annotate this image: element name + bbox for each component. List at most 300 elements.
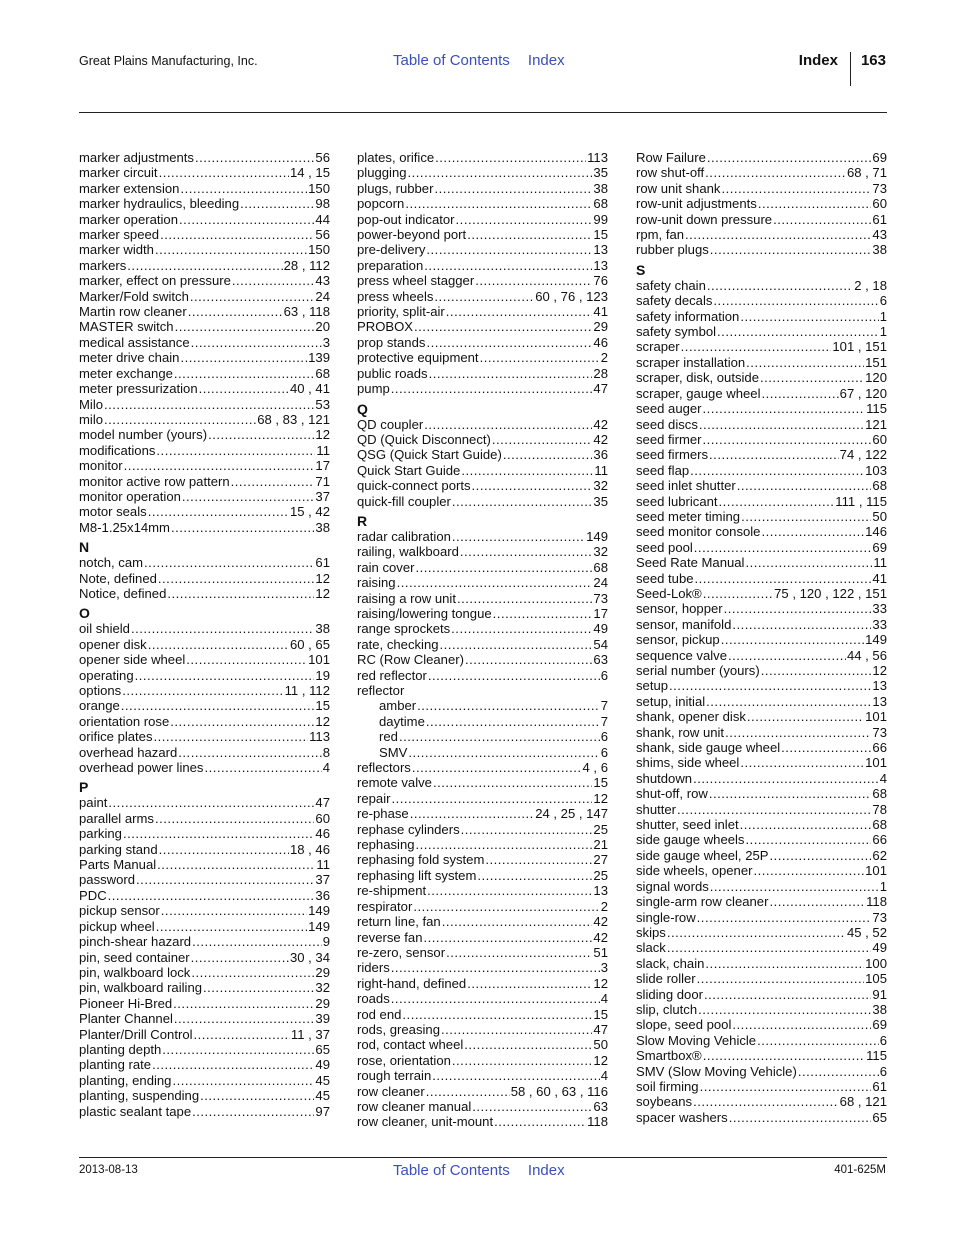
index-entry[interactable] bbox=[79, 996, 330, 1011]
entry-pages[interactable]: 53 bbox=[315, 396, 330, 412]
index-entry[interactable] bbox=[636, 1110, 887, 1125]
index-entry[interactable] bbox=[79, 504, 330, 519]
index-entry[interactable] bbox=[357, 150, 608, 165]
entry-pages[interactable]: 61 bbox=[872, 1078, 887, 1094]
index-entry[interactable] bbox=[357, 991, 608, 1006]
entry-pages[interactable]: 29 bbox=[315, 964, 330, 980]
index-entry[interactable] bbox=[79, 745, 330, 760]
index-entry[interactable] bbox=[79, 1011, 330, 1026]
index-entry[interactable] bbox=[357, 432, 608, 447]
index-entry[interactable] bbox=[636, 1017, 887, 1032]
entry-pages[interactable]: 32 bbox=[593, 544, 608, 560]
index-entry[interactable] bbox=[357, 760, 608, 775]
index-entry[interactable] bbox=[636, 1094, 887, 1109]
index-entry[interactable] bbox=[636, 709, 887, 724]
entry-pages[interactable]: 62 bbox=[872, 847, 887, 863]
entry-pages[interactable]: 8 bbox=[322, 744, 330, 760]
entry-pages[interactable]: 19 bbox=[315, 667, 330, 683]
index-entry[interactable] bbox=[79, 304, 330, 319]
entry-pages[interactable]: 149 bbox=[308, 903, 330, 919]
entry-pages[interactable]: 12 bbox=[593, 975, 608, 991]
entry-pages[interactable]: 28 , 112 bbox=[283, 257, 330, 273]
index-entry[interactable] bbox=[636, 309, 887, 324]
entry-pages[interactable]: 120 bbox=[865, 370, 887, 386]
index-entry[interactable] bbox=[636, 509, 887, 524]
entry-pages[interactable]: 115 bbox=[866, 401, 887, 417]
index-entry[interactable] bbox=[636, 494, 887, 509]
index-entry[interactable] bbox=[636, 278, 887, 293]
index-entry[interactable] bbox=[636, 386, 887, 401]
index-entry[interactable] bbox=[357, 637, 608, 652]
entry-pages[interactable]: 13 bbox=[593, 257, 608, 273]
entry-pages[interactable]: 69 bbox=[872, 539, 887, 555]
index-entry[interactable] bbox=[357, 868, 608, 883]
index-entry[interactable] bbox=[636, 863, 887, 878]
index-entry[interactable] bbox=[79, 412, 330, 427]
entry-pages[interactable]: 56 bbox=[315, 150, 330, 165]
entry-pages[interactable]: 47 bbox=[593, 381, 608, 397]
index-entry[interactable] bbox=[636, 1048, 887, 1063]
index-entry[interactable] bbox=[357, 366, 608, 381]
index-entry[interactable] bbox=[79, 397, 330, 412]
index-entry[interactable] bbox=[79, 1042, 330, 1057]
entry-pages[interactable]: 24 bbox=[315, 288, 330, 304]
index-entry[interactable] bbox=[636, 196, 887, 211]
index-entry[interactable] bbox=[79, 489, 330, 504]
index-entry[interactable] bbox=[357, 478, 608, 493]
index-entry[interactable] bbox=[636, 925, 887, 940]
entry-pages[interactable]: 111 , 115 bbox=[835, 493, 887, 509]
index-entry[interactable] bbox=[636, 971, 887, 986]
index-entry[interactable] bbox=[79, 150, 330, 165]
index-entry[interactable] bbox=[357, 544, 608, 559]
index-entry[interactable] bbox=[79, 196, 330, 211]
entry-pages[interactable]: 50 bbox=[593, 1037, 608, 1053]
index-entry[interactable] bbox=[357, 1099, 608, 1114]
entry-pages[interactable]: 14 , 15 bbox=[289, 165, 330, 181]
index-entry[interactable] bbox=[357, 668, 608, 683]
entry-pages[interactable]: 20 bbox=[315, 319, 330, 335]
index-entry[interactable] bbox=[79, 1073, 330, 1088]
entry-pages[interactable]: 49 bbox=[872, 940, 887, 956]
index-entry[interactable] bbox=[79, 668, 330, 683]
entry-pages[interactable]: 35 bbox=[593, 493, 608, 509]
entry-pages[interactable]: 24 , 25 , 147 bbox=[535, 806, 608, 822]
index-entry[interactable] bbox=[636, 879, 887, 894]
entry-pages[interactable]: 2 bbox=[600, 350, 608, 366]
entry-pages[interactable]: 15 , 42 bbox=[289, 504, 330, 520]
index-entry[interactable] bbox=[357, 652, 608, 667]
entry-pages[interactable]: 12 bbox=[872, 663, 887, 678]
entry-pages[interactable]: 43 bbox=[315, 273, 330, 289]
entry-pages[interactable]: 44 bbox=[315, 211, 330, 227]
entry-pages[interactable]: 13 bbox=[593, 883, 608, 899]
index-entry[interactable] bbox=[79, 934, 330, 949]
index-entry[interactable] bbox=[79, 1104, 330, 1119]
entry-pages[interactable]: 69 bbox=[872, 1017, 887, 1033]
index-entry[interactable] bbox=[636, 293, 887, 308]
entry-pages[interactable]: 121 bbox=[865, 416, 887, 432]
index-entry[interactable] bbox=[79, 965, 330, 980]
index-subentry[interactable] bbox=[357, 745, 608, 760]
index-entry[interactable] bbox=[79, 335, 330, 350]
index-entry[interactable] bbox=[79, 586, 330, 601]
index-entry[interactable] bbox=[636, 632, 887, 647]
index-entry[interactable] bbox=[357, 529, 608, 544]
index-entry[interactable] bbox=[357, 621, 608, 636]
index-entry[interactable] bbox=[79, 811, 330, 826]
index-entry[interactable] bbox=[79, 698, 330, 713]
entry-pages[interactable]: 49 bbox=[593, 621, 608, 637]
entry-pages[interactable]: 149 bbox=[865, 632, 887, 648]
index-entry[interactable] bbox=[636, 150, 887, 165]
entry-pages[interactable]: 3 bbox=[322, 334, 330, 350]
entry-pages[interactable]: 47 bbox=[593, 1021, 608, 1037]
index-entry[interactable] bbox=[636, 540, 887, 555]
index-entry[interactable] bbox=[357, 227, 608, 242]
entry-pages[interactable]: 73 bbox=[593, 590, 608, 606]
entry-pages[interactable]: 15 bbox=[593, 1006, 608, 1022]
entry-pages[interactable]: 17 bbox=[315, 458, 330, 474]
index-entry[interactable] bbox=[79, 1027, 330, 1042]
index-entry[interactable] bbox=[636, 227, 887, 242]
entry-pages[interactable]: 4 , 6 bbox=[582, 760, 608, 776]
entry-pages[interactable]: 150 bbox=[308, 242, 330, 258]
entry-pages[interactable]: 78 bbox=[872, 801, 887, 817]
entry-pages[interactable]: 45 bbox=[315, 1088, 330, 1104]
entry-pages[interactable]: 149 bbox=[308, 918, 330, 934]
entry-pages[interactable]: 29 bbox=[315, 995, 330, 1011]
index-entry[interactable] bbox=[636, 463, 887, 478]
entry-pages[interactable]: 99 bbox=[593, 211, 608, 227]
index-link[interactable]: Index bbox=[527, 52, 565, 69]
index-entry[interactable] bbox=[636, 848, 887, 863]
entry-pages[interactable]: 41 bbox=[593, 304, 608, 320]
entry-pages[interactable]: 11 bbox=[873, 555, 887, 571]
entry-pages[interactable]: 27 bbox=[593, 852, 608, 868]
entry-pages[interactable]: 68 bbox=[315, 365, 330, 381]
entry-pages[interactable]: 60 bbox=[872, 431, 887, 447]
index-entry[interactable] bbox=[79, 555, 330, 570]
index-entry[interactable] bbox=[357, 212, 608, 227]
index-entry[interactable] bbox=[636, 339, 887, 354]
entry-pages[interactable]: 37 bbox=[315, 872, 330, 888]
entry-pages[interactable]: 7 bbox=[600, 713, 608, 729]
index-entry[interactable] bbox=[636, 432, 887, 447]
entry-pages[interactable]: 63 bbox=[593, 1098, 608, 1114]
entry-pages[interactable]: 1 bbox=[879, 878, 887, 894]
entry-pages[interactable]: 60 bbox=[315, 810, 330, 826]
index-entry[interactable] bbox=[357, 1084, 608, 1099]
entry-pages[interactable]: 74 , 122 bbox=[839, 447, 887, 463]
entry-pages[interactable]: 60 , 76 , 123 bbox=[535, 288, 608, 304]
entry-pages[interactable]: 39 bbox=[315, 1011, 330, 1027]
index-entry[interactable] bbox=[79, 888, 330, 903]
index-entry[interactable] bbox=[79, 443, 330, 458]
entry-pages[interactable]: 18 , 46 bbox=[289, 841, 330, 857]
entry-pages[interactable]: 45 bbox=[315, 1072, 330, 1088]
index-entry[interactable] bbox=[636, 725, 887, 740]
entry-pages[interactable]: 113 bbox=[309, 729, 330, 745]
entry-pages[interactable]: 49 bbox=[315, 1057, 330, 1073]
index-entry[interactable] bbox=[357, 945, 608, 960]
index-entry[interactable] bbox=[357, 960, 608, 975]
entry-pages[interactable]: 9 bbox=[322, 934, 330, 950]
entry-pages[interactable]: 60 bbox=[872, 196, 887, 212]
entry-pages[interactable]: 61 bbox=[872, 211, 887, 227]
entry-pages[interactable]: 15 bbox=[593, 775, 608, 791]
entry-pages[interactable]: 101 bbox=[865, 709, 887, 725]
index-entry[interactable] bbox=[636, 910, 887, 925]
index-entry[interactable] bbox=[79, 621, 330, 636]
index-entry[interactable] bbox=[636, 181, 887, 196]
index-entry[interactable] bbox=[357, 976, 608, 991]
entry-pages[interactable]: 67 , 120 bbox=[839, 385, 887, 401]
index-entry[interactable] bbox=[357, 775, 608, 790]
index-entry[interactable] bbox=[79, 458, 330, 473]
index-entry[interactable] bbox=[357, 165, 608, 180]
entry-pages[interactable]: 150 bbox=[308, 180, 330, 196]
index-entry[interactable] bbox=[636, 940, 887, 955]
entry-pages[interactable]: 36 bbox=[593, 447, 608, 463]
entry-pages[interactable]: 63 bbox=[593, 652, 608, 668]
entry-pages[interactable]: 36 bbox=[315, 887, 330, 903]
entry-pages[interactable]: 97 bbox=[315, 1103, 330, 1119]
entry-pages[interactable]: 69 bbox=[872, 150, 887, 165]
index-entry[interactable] bbox=[79, 872, 330, 887]
index-entry[interactable] bbox=[79, 242, 330, 257]
entry-pages[interactable]: 100 bbox=[865, 955, 887, 971]
entry-pages[interactable]: 50 bbox=[872, 508, 887, 524]
entry-pages[interactable]: 101 bbox=[308, 652, 330, 668]
entry-pages[interactable]: 73 bbox=[872, 724, 887, 740]
index-entry[interactable] bbox=[636, 832, 887, 847]
entry-pages[interactable]: 76 bbox=[593, 273, 608, 289]
index-entry[interactable] bbox=[79, 903, 330, 918]
index-entry[interactable] bbox=[636, 401, 887, 416]
entry-pages[interactable]: 3 bbox=[600, 960, 608, 976]
index-entry[interactable] bbox=[357, 335, 608, 350]
index-entry[interactable] bbox=[636, 370, 887, 385]
entry-pages[interactable]: 1 bbox=[879, 324, 887, 340]
index-entry[interactable] bbox=[79, 683, 330, 698]
index-entry[interactable] bbox=[79, 571, 330, 586]
entry-pages[interactable]: 45 , 52 bbox=[846, 924, 887, 940]
index-entry[interactable] bbox=[357, 560, 608, 575]
entry-pages[interactable]: 24 bbox=[593, 575, 608, 591]
entry-pages[interactable]: 46 bbox=[315, 826, 330, 842]
index-entry[interactable] bbox=[636, 648, 887, 663]
entry-pages[interactable]: 38 bbox=[593, 180, 608, 196]
index-entry[interactable] bbox=[357, 1037, 608, 1052]
entry-pages[interactable]: 68 bbox=[872, 817, 887, 833]
index-entry[interactable] bbox=[79, 857, 330, 872]
entry-pages[interactable]: 33 bbox=[872, 616, 887, 632]
entry-pages[interactable]: 66 bbox=[872, 740, 887, 756]
index-entry[interactable] bbox=[79, 289, 330, 304]
index-entry[interactable] bbox=[357, 350, 608, 365]
index-link[interactable]: Index bbox=[527, 1162, 565, 1179]
entry-pages[interactable]: 51 bbox=[593, 944, 608, 960]
entry-pages[interactable]: 118 bbox=[866, 894, 887, 910]
entry-pages[interactable]: 25 bbox=[593, 821, 608, 837]
index-entry[interactable] bbox=[79, 842, 330, 857]
index-entry[interactable] bbox=[357, 822, 608, 837]
entry-pages[interactable]: 38 bbox=[872, 242, 887, 258]
entry-pages[interactable]: 75 , 120 , 122 , 151 bbox=[774, 585, 887, 601]
entry-pages[interactable]: 11 bbox=[316, 857, 330, 873]
index-entry[interactable] bbox=[636, 601, 887, 616]
entry-pages[interactable]: 6 bbox=[879, 1032, 887, 1048]
index-entry[interactable] bbox=[79, 950, 330, 965]
index-entry[interactable] bbox=[636, 1064, 887, 1079]
index-entry[interactable] bbox=[636, 447, 887, 462]
index-entry[interactable] bbox=[79, 1088, 330, 1103]
index-entry[interactable] bbox=[636, 817, 887, 832]
index-entry[interactable] bbox=[357, 381, 608, 396]
entry-pages[interactable]: 42 bbox=[593, 929, 608, 945]
index-entry[interactable] bbox=[636, 242, 887, 257]
entry-pages[interactable]: 68 , 71 bbox=[846, 165, 887, 181]
index-entry[interactable] bbox=[79, 258, 330, 273]
index-entry[interactable] bbox=[79, 760, 330, 775]
entry-pages[interactable]: 33 bbox=[872, 601, 887, 617]
index-entry[interactable] bbox=[79, 273, 330, 288]
entry-pages[interactable]: 63 , 118 bbox=[283, 304, 330, 320]
entry-pages[interactable]: 12 bbox=[315, 713, 330, 729]
index-entry[interactable] bbox=[79, 350, 330, 365]
entry-pages[interactable]: 4 bbox=[600, 1068, 608, 1084]
entry-pages[interactable]: 21 bbox=[593, 837, 608, 853]
entry-pages[interactable]: 40 , 41 bbox=[289, 381, 330, 397]
entry-pages[interactable]: 146 bbox=[865, 524, 887, 540]
index-entry[interactable] bbox=[636, 755, 887, 770]
index-entry[interactable] bbox=[79, 980, 330, 995]
index-entry[interactable] bbox=[636, 355, 887, 370]
entry-pages[interactable]: 2 bbox=[600, 898, 608, 914]
index-entry[interactable] bbox=[357, 417, 608, 432]
entry-pages[interactable]: 12 bbox=[593, 1052, 608, 1068]
index-entry[interactable] bbox=[357, 196, 608, 211]
entry-pages[interactable]: 12 bbox=[315, 570, 330, 586]
entry-pages[interactable]: 73 bbox=[872, 909, 887, 925]
index-entry[interactable] bbox=[636, 740, 887, 755]
index-entry[interactable] bbox=[636, 786, 887, 801]
index-entry[interactable] bbox=[636, 165, 887, 180]
entry-pages[interactable]: 56 bbox=[315, 227, 330, 243]
index-entry[interactable] bbox=[357, 1053, 608, 1068]
entry-pages[interactable]: 38 bbox=[315, 621, 330, 637]
index-entry[interactable] bbox=[636, 524, 887, 539]
entry-pages[interactable]: 60 , 65 bbox=[289, 636, 330, 652]
table-of-contents-link[interactable]: Table of Contents bbox=[393, 52, 510, 69]
index-entry[interactable] bbox=[636, 417, 887, 432]
entry-pages[interactable]: 11 bbox=[594, 462, 608, 478]
entry-pages[interactable]: 61 bbox=[315, 555, 330, 571]
index-entry[interactable] bbox=[636, 212, 887, 227]
index-entry[interactable] bbox=[79, 227, 330, 242]
entry-pages[interactable]: 44 , 56 bbox=[846, 647, 887, 663]
entry-pages[interactable]: 38 bbox=[872, 1001, 887, 1017]
entry-pages[interactable]: 13 bbox=[872, 678, 887, 694]
index-entry[interactable] bbox=[357, 447, 608, 462]
entry-pages[interactable]: 15 bbox=[593, 227, 608, 243]
index-entry[interactable] bbox=[357, 1022, 608, 1037]
entry-pages[interactable]: 68 , 121 bbox=[839, 1094, 887, 1110]
index-entry[interactable] bbox=[357, 289, 608, 304]
index-entry[interactable] bbox=[636, 663, 887, 678]
index-entry[interactable] bbox=[79, 366, 330, 381]
index-subentry[interactable] bbox=[357, 698, 608, 713]
entry-pages[interactable]: 35 bbox=[593, 165, 608, 181]
index-entry[interactable] bbox=[357, 1114, 608, 1129]
index-entry[interactable] bbox=[357, 273, 608, 288]
index-entry[interactable] bbox=[79, 637, 330, 652]
entry-pages[interactable]: 101 bbox=[865, 755, 887, 771]
entry-pages[interactable]: 139 bbox=[308, 350, 330, 366]
entry-pages[interactable]: 7 bbox=[600, 698, 608, 714]
index-entry[interactable] bbox=[357, 899, 608, 914]
entry-pages[interactable]: 4 bbox=[322, 760, 330, 776]
entry-pages[interactable]: 151 bbox=[865, 354, 887, 370]
entry-pages[interactable]: 32 bbox=[315, 980, 330, 996]
index-entry[interactable] bbox=[636, 571, 887, 586]
index-entry[interactable] bbox=[357, 1007, 608, 1022]
index-entry[interactable] bbox=[357, 883, 608, 898]
entry-pages[interactable]: 15 bbox=[315, 698, 330, 714]
entry-pages[interactable]: 13 bbox=[593, 242, 608, 258]
index-entry[interactable] bbox=[357, 791, 608, 806]
index-entry[interactable] bbox=[79, 212, 330, 227]
entry-pages[interactable]: 4 bbox=[600, 991, 608, 1007]
index-entry[interactable] bbox=[79, 381, 330, 396]
entry-pages[interactable]: 68 bbox=[593, 559, 608, 575]
index-entry[interactable] bbox=[357, 258, 608, 273]
entry-pages[interactable]: 103 bbox=[865, 462, 887, 478]
index-entry[interactable] bbox=[636, 1033, 887, 1048]
entry-pages[interactable]: 149 bbox=[586, 528, 608, 544]
entry-pages[interactable]: 38 bbox=[315, 519, 330, 535]
index-entry[interactable] bbox=[79, 474, 330, 489]
entry-pages[interactable]: 17 bbox=[593, 605, 608, 621]
index-entry[interactable] bbox=[636, 956, 887, 971]
index-entry[interactable] bbox=[636, 324, 887, 339]
index-entry[interactable] bbox=[357, 806, 608, 821]
index-entry[interactable] bbox=[79, 427, 330, 442]
index-entry[interactable] bbox=[357, 683, 608, 698]
entry-pages[interactable]: 37 bbox=[315, 488, 330, 504]
index-subentry[interactable] bbox=[357, 714, 608, 729]
index-entry[interactable] bbox=[636, 617, 887, 632]
index-entry[interactable] bbox=[79, 919, 330, 934]
entry-pages[interactable]: 12 bbox=[315, 585, 330, 601]
index-entry[interactable] bbox=[79, 714, 330, 729]
index-entry[interactable] bbox=[357, 494, 608, 509]
entry-pages[interactable]: 6 bbox=[600, 744, 608, 760]
index-entry[interactable] bbox=[79, 826, 330, 841]
entry-pages[interactable]: 13 bbox=[872, 693, 887, 709]
index-entry[interactable] bbox=[636, 678, 887, 693]
index-entry[interactable] bbox=[636, 478, 887, 493]
entry-pages[interactable]: 2 , 18 bbox=[854, 277, 887, 293]
entry-pages[interactable]: 11 , 37 bbox=[290, 1026, 330, 1042]
entry-pages[interactable]: 66 bbox=[872, 832, 887, 848]
entry-pages[interactable]: 98 bbox=[315, 196, 330, 212]
entry-pages[interactable]: 68 bbox=[593, 196, 608, 212]
index-entry[interactable] bbox=[636, 555, 887, 570]
index-entry[interactable] bbox=[79, 181, 330, 196]
entry-pages[interactable]: 6 bbox=[879, 293, 887, 309]
